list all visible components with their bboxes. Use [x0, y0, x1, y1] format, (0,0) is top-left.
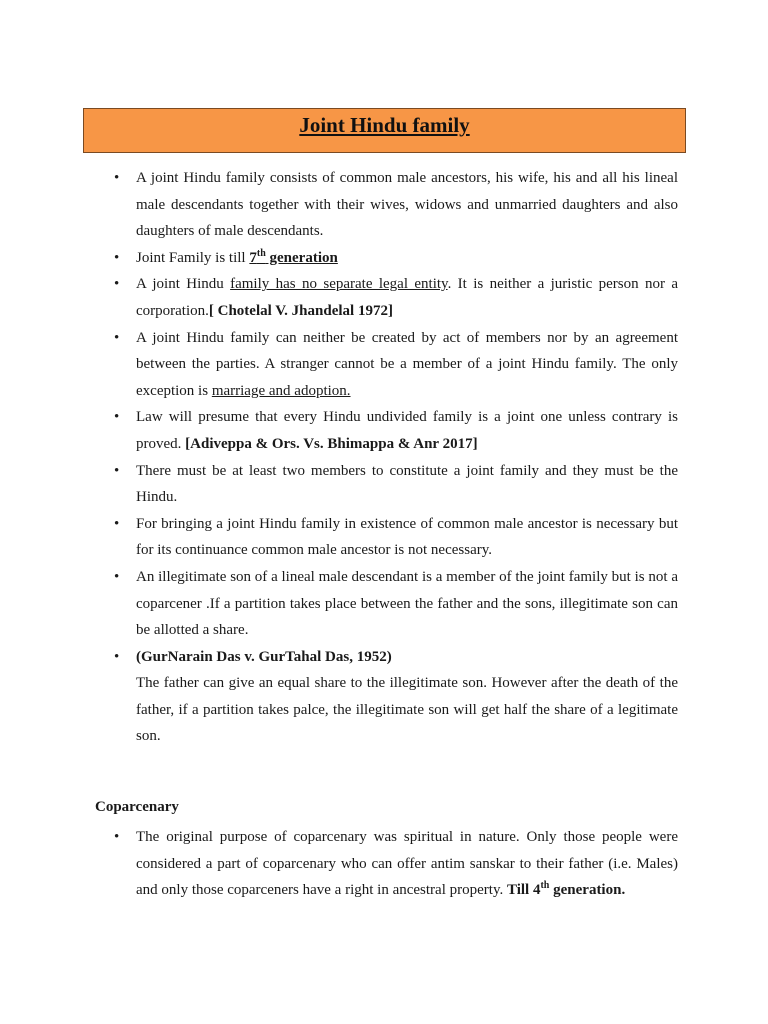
- list-item: [113, 271, 678, 324]
- bullet-text: A joint Hindu: [136, 276, 231, 293]
- bullet-text: . It is neither a juristic person nor a corporation.: [136, 276, 679, 319]
- bullet-text: The original purpose of coparcenary was spiritual in nature. Only those people were considered a part of coparcenary who can offer antim sanskar to their father (i.e. Males) and only those coparceners have a right in ancestral property.: [136, 829, 678, 899]
- generation-word: generation: [265, 249, 338, 266]
- list-item: [113, 824, 678, 904]
- list-item: [113, 404, 678, 457]
- bullet-text: The father can give an equal share to the illegitimate son. However after the death of the father, if a partition takes palce, the illegitimate son will get half the share of a legitimate son.: [136, 675, 678, 745]
- list-item: [113, 245, 678, 272]
- page-title: Joint Hindu family: [299, 113, 470, 137]
- bullet-text: Joint Family is till: [136, 249, 250, 266]
- bullet-text: A joint Hindu family can neither be created by act of members nor by an agreement between the parties. A stranger cannot be a member of a joint Hindu family. The only exception is: [136, 329, 678, 399]
- title-banner: [83, 108, 686, 153]
- case-citation: [ Chotelal V. Jhandelal 1972]: [208, 302, 393, 319]
- coparcenary-bullet-list: [113, 824, 678, 904]
- joint-family-bullet-list: [113, 165, 678, 750]
- ordinal-suffix: th: [540, 880, 550, 892]
- list-item: [113, 511, 678, 564]
- case-citation: • (GurNarain Das v. GurTahal Das, 1952): [136, 648, 392, 665]
- generation-emphasis: [249, 247, 338, 266]
- bullet-text: Law will presume that every Hindu undivided family is a joint one unless contrary is proved.: [136, 409, 678, 452]
- underlined-text: marriage and adoption.: [211, 382, 351, 399]
- section-heading-coparcenary: Coparcenary: [95, 799, 179, 815]
- list-item: [113, 458, 678, 511]
- list-item: [113, 564, 678, 644]
- bullet-text: An illegitimate son of a lineal male descendant is a member of the joint family but is not a coparcener .If a partition takes place between the father and the sons, illegitimate son can be allotted a share.: [136, 568, 678, 639]
- bullet-text: A joint Hindu family consists of common male ancestors, his wife, his and all his lineal male descendants together with their wives, widows and unmarried daughters and also daughters of male descendants.: [136, 170, 678, 240]
- generation-number: Till 4: [506, 882, 541, 899]
- bullet-text: For bringing a joint Hindu family in existence of common male ancestor is necessary but for its continuance common male ancestor is not necessary.: [136, 515, 678, 559]
- list-item: [113, 644, 678, 750]
- list-item: [113, 165, 678, 245]
- generation-word: generation.: [549, 882, 626, 899]
- generation-number: 7: [249, 249, 257, 266]
- ordinal-suffix: th: [256, 247, 266, 259]
- case-citation: [Adiveppa & Ors. Vs. Bhimappa & Anr 2017]: [185, 435, 478, 452]
- generation-emphasis: [507, 882, 625, 898]
- bullet-text: There must be at least two members to constitute a joint family and they must be the Hindu.: [136, 462, 678, 506]
- underlined-text: family has no separate legal entity: [230, 276, 448, 293]
- list-item: [113, 325, 678, 405]
